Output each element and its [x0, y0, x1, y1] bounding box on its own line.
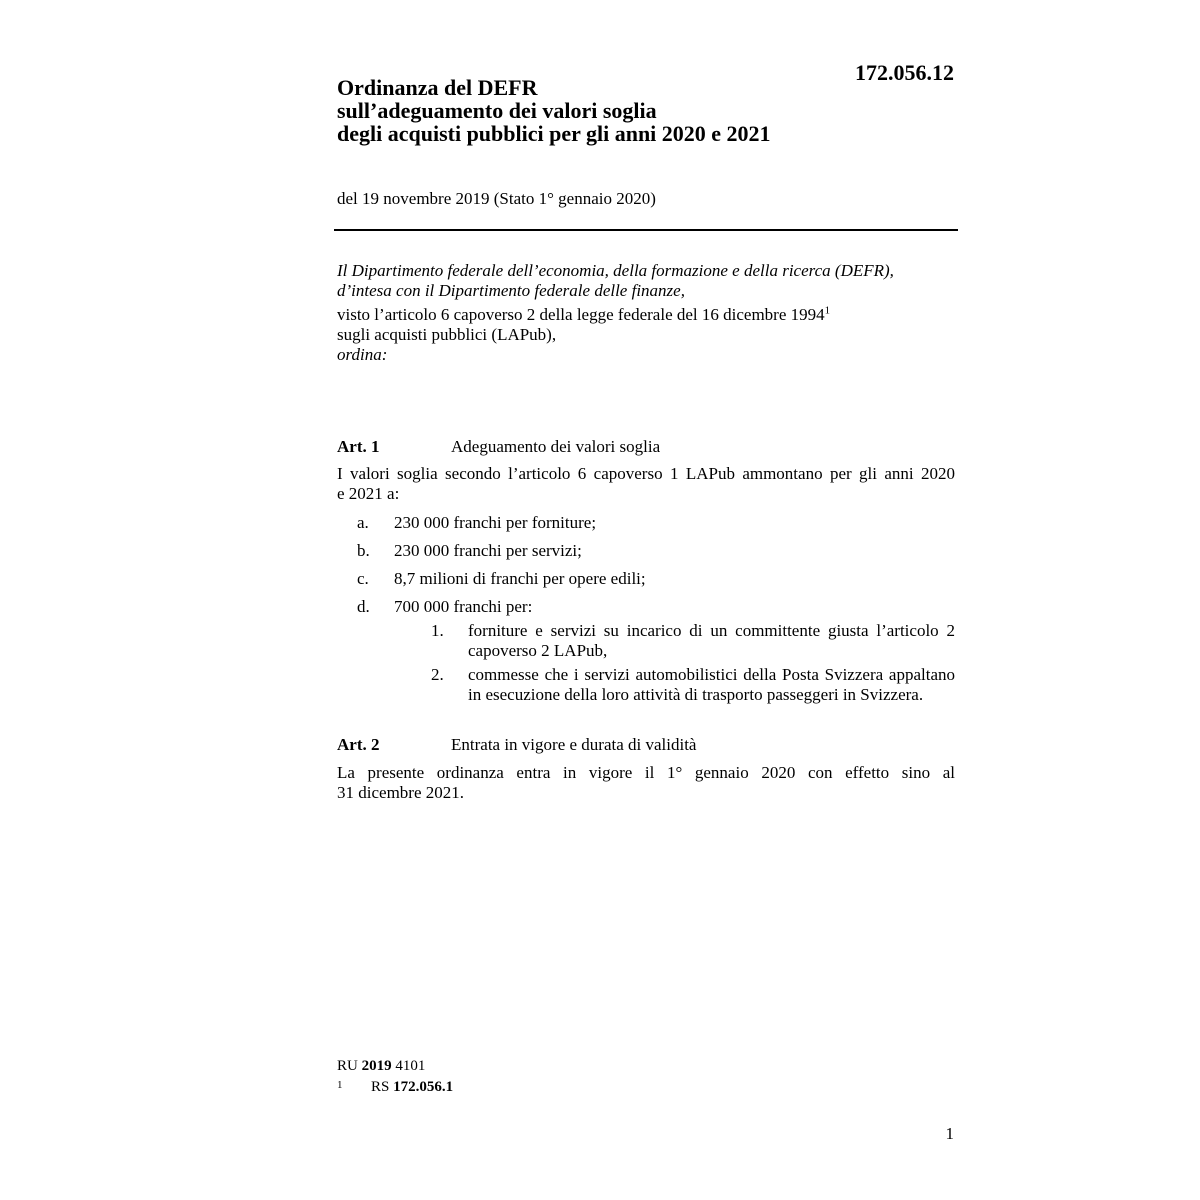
document-title — [337, 76, 897, 145]
ru-page: 4101 — [395, 1058, 426, 1074]
list-item — [357, 597, 955, 705]
article-1-heading — [337, 437, 660, 457]
legal-basis-line — [337, 305, 955, 325]
sublist — [394, 621, 955, 705]
ru-prefix: RU — [337, 1058, 358, 1074]
authority-line: Il Dipartimento federale dell’economia, della formazione e della ricerca (DEFR), — [337, 261, 894, 280]
list-text: 700 000 franchi per: — [394, 597, 533, 616]
list-item — [357, 541, 955, 561]
title-line: Ordinanza del DEFR — [337, 75, 538, 100]
header-divider — [334, 229, 958, 231]
list-letter: b. — [357, 541, 370, 560]
preamble — [337, 261, 955, 365]
sr-number: 172.056.12 — [855, 60, 954, 85]
title-line: sull’adeguamento dei valori soglia — [337, 98, 657, 123]
footnote — [337, 1079, 453, 1096]
official-compilation-reference — [337, 1058, 425, 1075]
sublist-text: commesse che i servizi automobilistici della Posta Svizzera appaltano in esecuzione della loro attività di trasporto passeggeri in Svizzera. — [468, 665, 955, 704]
legal-basis-text: visto l’articolo 6 capoverso 2 della legge federale del 16 dicembre 1994 — [337, 305, 825, 324]
threshold-list — [357, 513, 955, 713]
list-letter: d. — [357, 597, 370, 616]
footnote-reference[interactable]: 1 — [824, 304, 831, 317]
list-letter: c. — [357, 569, 369, 588]
sublist-item — [394, 621, 955, 661]
article-number: Art. 1 — [337, 437, 380, 456]
footnote-prefix: RS — [371, 1079, 390, 1095]
sublist-number: 2. — [431, 665, 444, 684]
paragraph-line: 31 dicembre 2021. — [337, 783, 464, 802]
article-2-heading — [337, 735, 696, 755]
paragraph-line: e 2021 a: — [337, 484, 400, 503]
list-item — [357, 569, 955, 589]
article-2-text — [337, 763, 955, 803]
article-number: Art. 2 — [337, 735, 380, 754]
sublist-number: 1. — [431, 621, 444, 640]
page-number: 1 — [945, 1124, 954, 1143]
sublist-text: forniture e servizi su incarico di un committente giusta l’articolo 2 capoverso 2 LAPub, — [468, 621, 955, 660]
authority-line: d’intesa con il Dipartimento federale delle finanze, — [337, 281, 685, 300]
article-1-intro — [337, 464, 955, 504]
paragraph-line: La presente ordinanza entra in vigore il 1° gennaio 2020 con effetto sino al — [337, 763, 955, 782]
footnote-sr-link[interactable]: 172.056.1 — [393, 1079, 454, 1095]
list-text: 8,7 milioni di franchi per opere edili; — [394, 569, 646, 588]
legal-basis-line: sugli acquisti pubblici (LAPub), — [337, 325, 557, 344]
article-title: Entrata in vigore e durata di validità — [451, 735, 697, 754]
paragraph-line: I valori soglia secondo l’articolo 6 capoverso 1 LAPub ammontano per gli anni 2020 — [337, 464, 955, 483]
list-text: 230 000 franchi per forniture; — [394, 513, 597, 532]
list-letter: a. — [357, 513, 369, 532]
list-item — [357, 513, 955, 533]
orders-formula: ordina: — [337, 345, 388, 364]
footnote-mark: 1 — [337, 1079, 343, 1091]
sublist-item — [394, 665, 955, 705]
title-line: degli acquisti pubblici per gli anni 2020 e 2021 — [337, 121, 771, 146]
article-title: Adeguamento dei valori soglia — [451, 437, 661, 456]
document-date: del 19 novembre 2019 (Stato 1° gennaio 2020) — [337, 189, 656, 208]
list-text: 230 000 franchi per servizi; — [394, 541, 582, 560]
ru-year: 2019 — [361, 1058, 392, 1074]
